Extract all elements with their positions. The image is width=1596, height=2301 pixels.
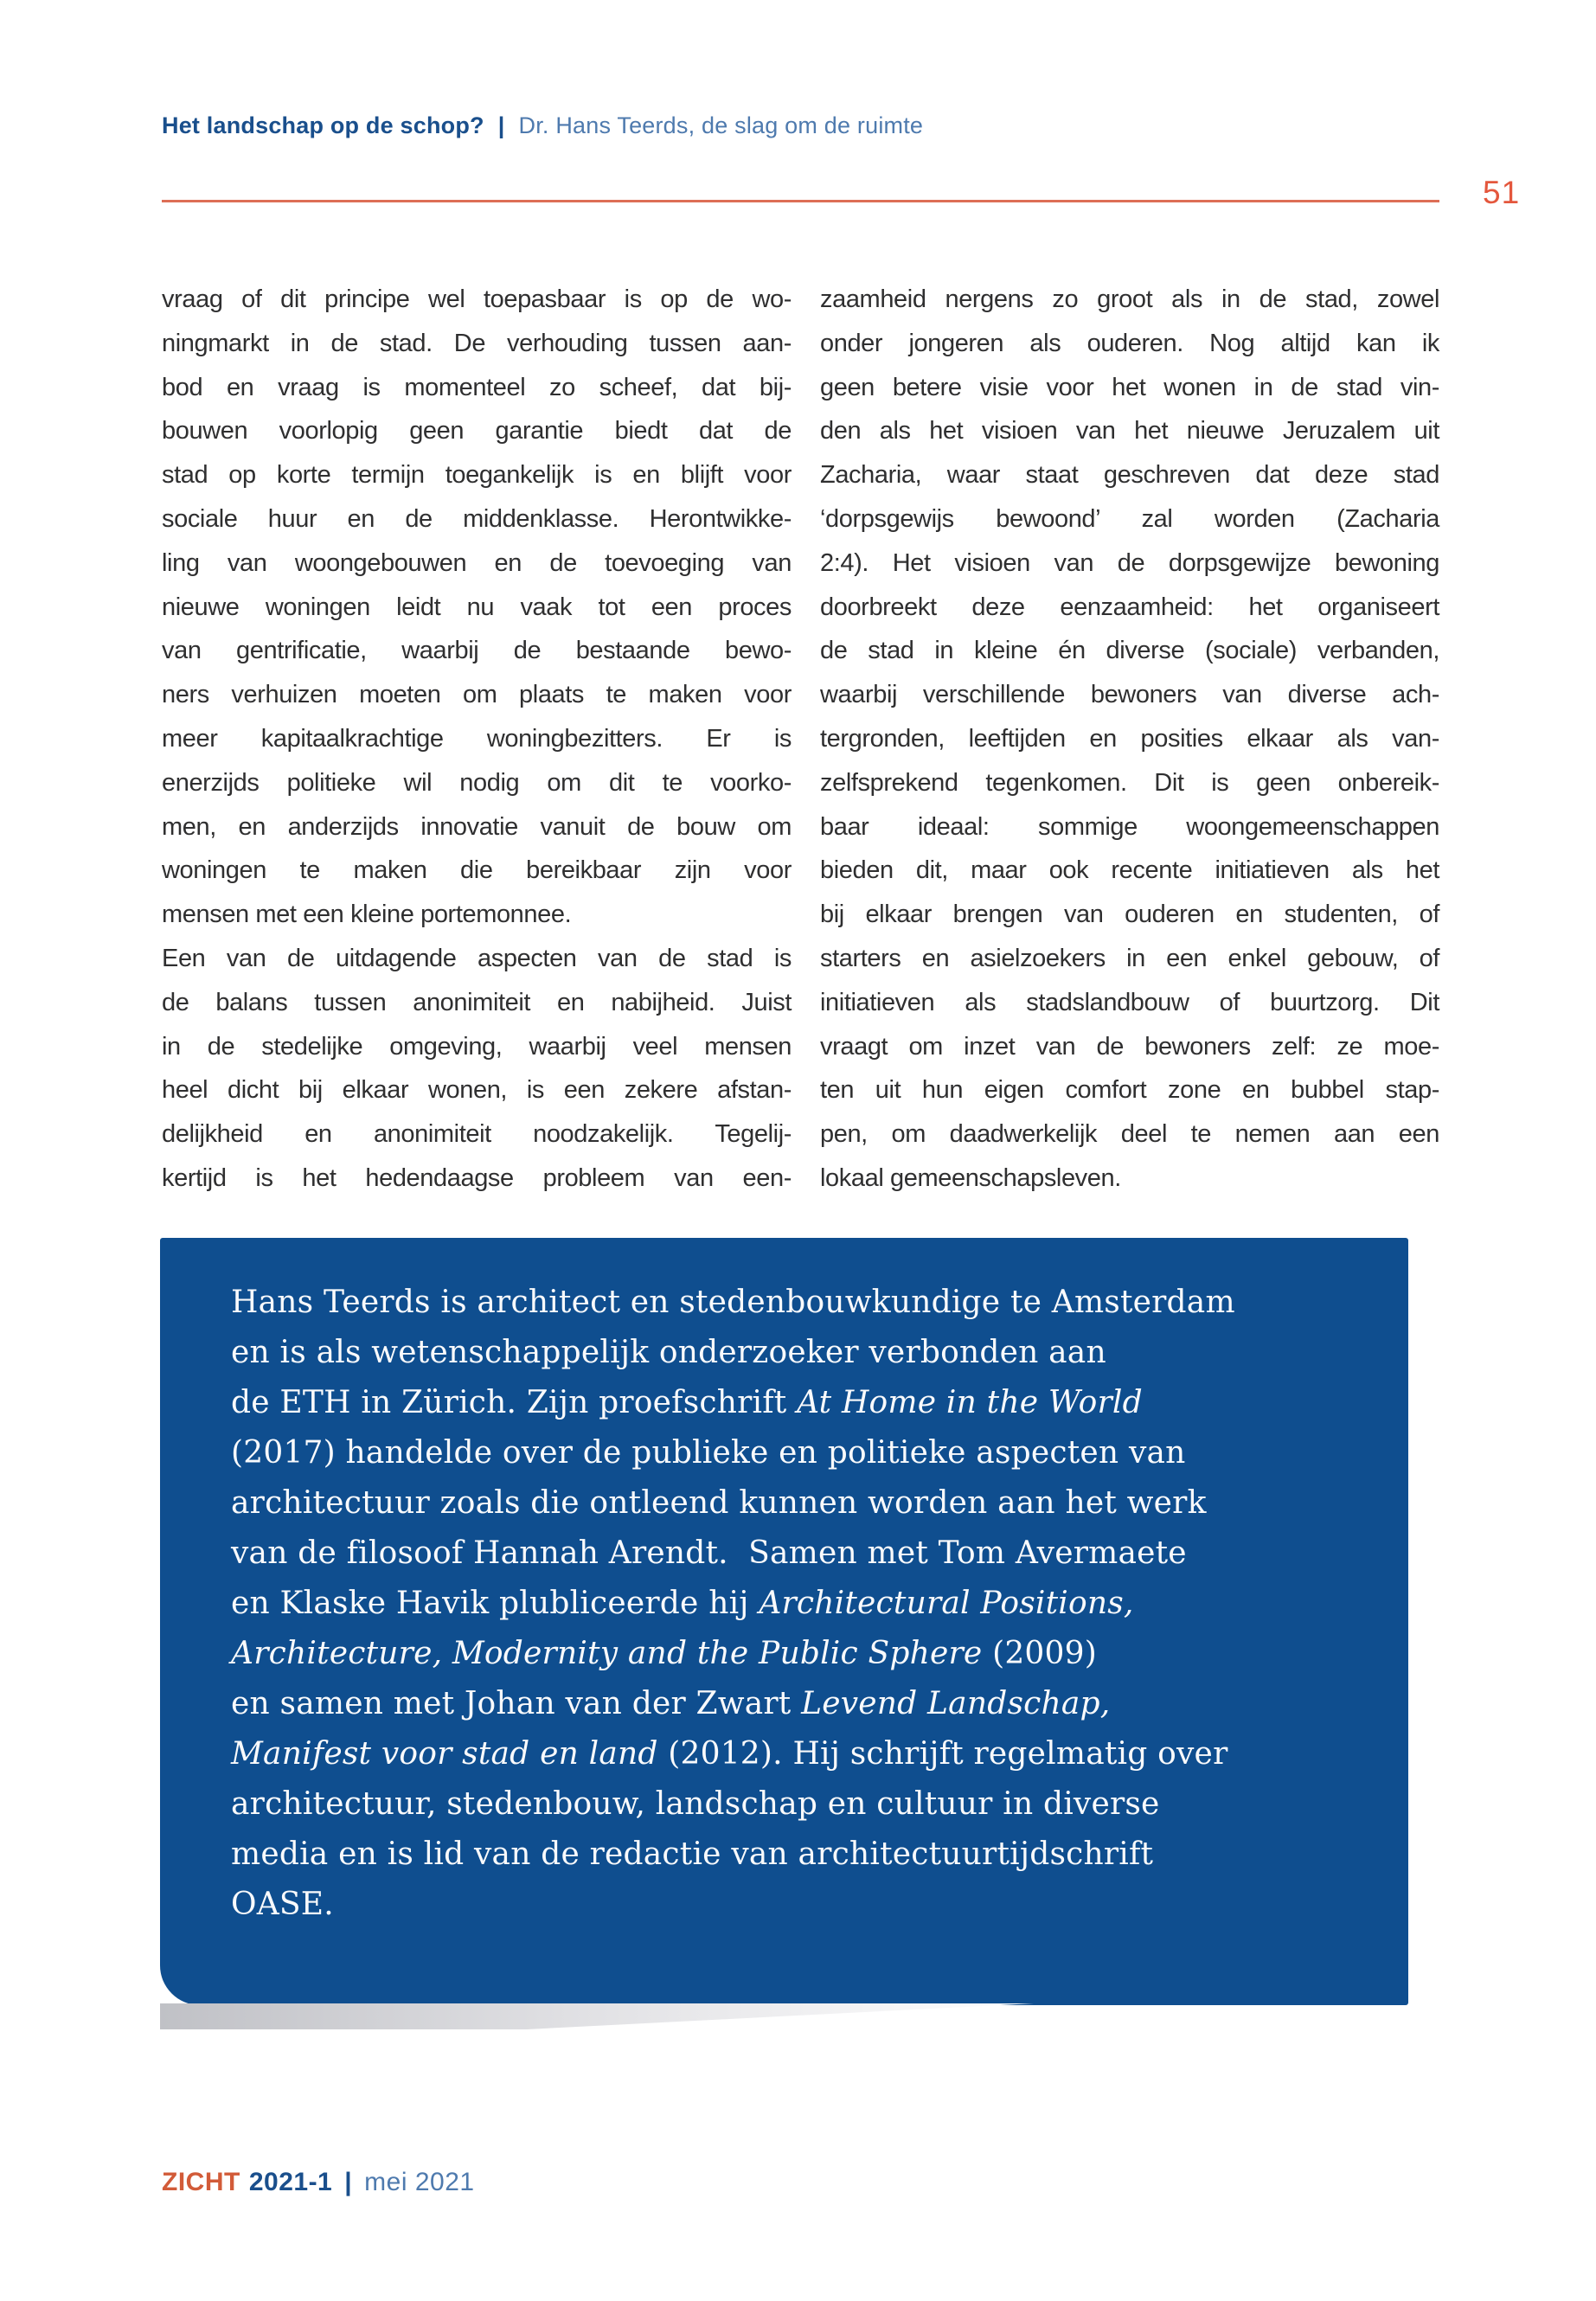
- text-line: onder jongeren als ouderen. Nog altijd kan ik: [820, 329, 1439, 357]
- text-line: van de filosoof Hannah Arendt. Samen met Tom Avermaete: [231, 1535, 1187, 1571]
- text-line: 2:4). Het visioen van de dorpsgewijze bewoning: [820, 548, 1439, 577]
- text-line: en is als wetenschappelijk onderzoeker verbonden aan: [231, 1335, 1106, 1370]
- text-line: ningmarkt in de stad. De verhouding tussen aan-: [162, 329, 792, 357]
- text-line: OASE.: [231, 1887, 334, 1922]
- text-line: pen, om daadwerkelijk deel te nemen aan een: [820, 1120, 1439, 1149]
- text-line: de balans tussen anonimiteit en nabijheid. Juist: [162, 988, 792, 1016]
- text-line: van gentrificatie, waarbij de bestaande bewo-: [162, 637, 792, 665]
- text-line: ling van woongebouwen en de toevoeging van: [162, 548, 792, 577]
- text-line: doorbreekt deze eenzaamheid: het organiseert: [820, 593, 1439, 621]
- text-line: bod en vraag is momenteel zo scheef, dat bij-: [162, 373, 792, 401]
- footer-separator: |: [344, 2168, 353, 2196]
- header-separator: |: [497, 112, 505, 138]
- article-body: [162, 278, 1439, 1201]
- text-line: stad op korte termijn toegankelijk is en blijft voor: [162, 461, 792, 490]
- text-line: enerzijds politieke wil nodig om dit te voorko-: [162, 768, 792, 797]
- text-line: (2017) handelde over de publieke en politieke aspecten van: [231, 1435, 1186, 1471]
- article-column-left: [162, 278, 792, 1201]
- author-bio-box: [160, 1238, 1408, 2005]
- text-line: architectuur zoals die ontleend kunnen worden aan het werk: [231, 1485, 1207, 1521]
- text-line: ‘dorpsgewijs bewoond’ zal worden (Zacharia: [820, 504, 1439, 533]
- text-line: en samen met Johan van der Zwart Levend Landschap,: [231, 1686, 1111, 1721]
- text-line: ten uit hun eigen comfort zone en bubbel stap-: [820, 1076, 1439, 1105]
- text-line: Een van de uitdagende aspecten van de stad is: [162, 944, 792, 972]
- text-line: tergronden, leeftijden en posities elkaar als van-: [820, 724, 1439, 753]
- text-line: Manifest voor stad en land (2012). Hij schrijft regelmatig over: [231, 1736, 1228, 1772]
- text-line: bieden dit, maar ook recente initiatieven als het: [820, 856, 1439, 885]
- footer-issue: 2021-1: [248, 2168, 333, 2196]
- text-line: architectuur, stedenbouw, landschap en cultuur in diverse: [231, 1786, 1160, 1822]
- text-line: geen betere visie voor het wonen in de stad vin-: [820, 373, 1439, 401]
- text-line: vraag of dit principe wel toepasbaar is op de wo-: [162, 285, 792, 313]
- footer-date: mei 2021: [364, 2168, 475, 2196]
- text-line: Hans Teerds is architect en stedenbouwkundige te Amsterdam: [231, 1285, 1235, 1320]
- text-line: vraagt om inzet van de bewoners zelf: ze moe-: [820, 1032, 1439, 1061]
- article-subtitle: Dr. Hans Teerds, de slag om de ruimte: [518, 112, 924, 138]
- text-line: media en is lid van de redactie van architectuurtijdschrift: [231, 1836, 1154, 1872]
- text-line: delijkheid en anonimiteit noodzakelijk. Tegelij-: [162, 1120, 792, 1149]
- article-series-title: Het landschap op de schop?: [162, 112, 484, 138]
- text-line: in de stedelijke omgeving, waarbij veel mensen: [162, 1032, 792, 1061]
- text-line: lokaal gemeenschapsleven.: [820, 1163, 1121, 1192]
- text-line: woningen te maken die bereikbaar zijn voor: [162, 856, 792, 885]
- text-line: men, en anderzijds innovatie vanuit de bouw om: [162, 812, 792, 841]
- text-line: de ETH in Zürich. Zijn proefschrift At Home in the World: [231, 1385, 1143, 1420]
- text-line: zelfsprekend tegenkomen. Dit is geen onbereik-: [820, 768, 1439, 797]
- text-line: zaamheid nergens zo groot als in de stad, zowel: [820, 285, 1439, 313]
- page-footer: [162, 2168, 475, 2197]
- text-line: den als het visioen van het nieuwe Jeruzalem uit: [820, 417, 1439, 445]
- text-line: sociale huur en de middenklasse. Herontwikke-: [162, 504, 792, 533]
- text-line: Architecture, Modernity and the Public Sphere (2009): [231, 1636, 1097, 1671]
- text-line: baar ideaal: sommige woongemeenschappen: [820, 812, 1439, 841]
- text-line: Zacharia, waar staat geschreven dat deze stad: [820, 461, 1439, 490]
- text-line: mensen met een kleine portemonnee.: [162, 901, 572, 929]
- page-curl-shadow: [160, 2003, 1034, 2029]
- text-line: bouwen voorlopig geen garantie biedt dat de: [162, 417, 792, 445]
- author-bio-text: [231, 1278, 1381, 1930]
- text-line: initiatieven als stadslandbouw of buurtzorg. Dit: [820, 988, 1439, 1016]
- text-line: de stad in kleine én diverse (sociale) verbanden,: [820, 637, 1439, 665]
- article-column-right: [820, 278, 1439, 1201]
- text-line: nieuwe woningen leidt nu vaak tot een proces: [162, 593, 792, 621]
- text-line: starters en asielzoekers in een enkel gebouw, of: [820, 944, 1439, 972]
- page-header: [162, 112, 923, 139]
- text-line: waarbij verschillende bewoners van diverse ach-: [820, 681, 1439, 709]
- text-line: kertijd is het hedendaagse probleem van een-: [162, 1163, 792, 1192]
- text-line: meer kapitaalkrachtige woningbezitters. Er is: [162, 724, 792, 753]
- text-line: ners verhuizen moeten om plaats te maken voor: [162, 681, 792, 709]
- text-line: bij elkaar brengen van ouderen en studenten, of: [820, 901, 1439, 929]
- footer-magazine-name: ZICHT: [162, 2168, 240, 2196]
- text-line: en Klaske Havik plubliceerde hij Architectural Positions,: [231, 1586, 1134, 1621]
- text-line: heel dicht bij elkaar wonen, is een zekere afstan-: [162, 1076, 792, 1105]
- header-rule: [162, 200, 1439, 202]
- page-number: 51: [1483, 175, 1521, 210]
